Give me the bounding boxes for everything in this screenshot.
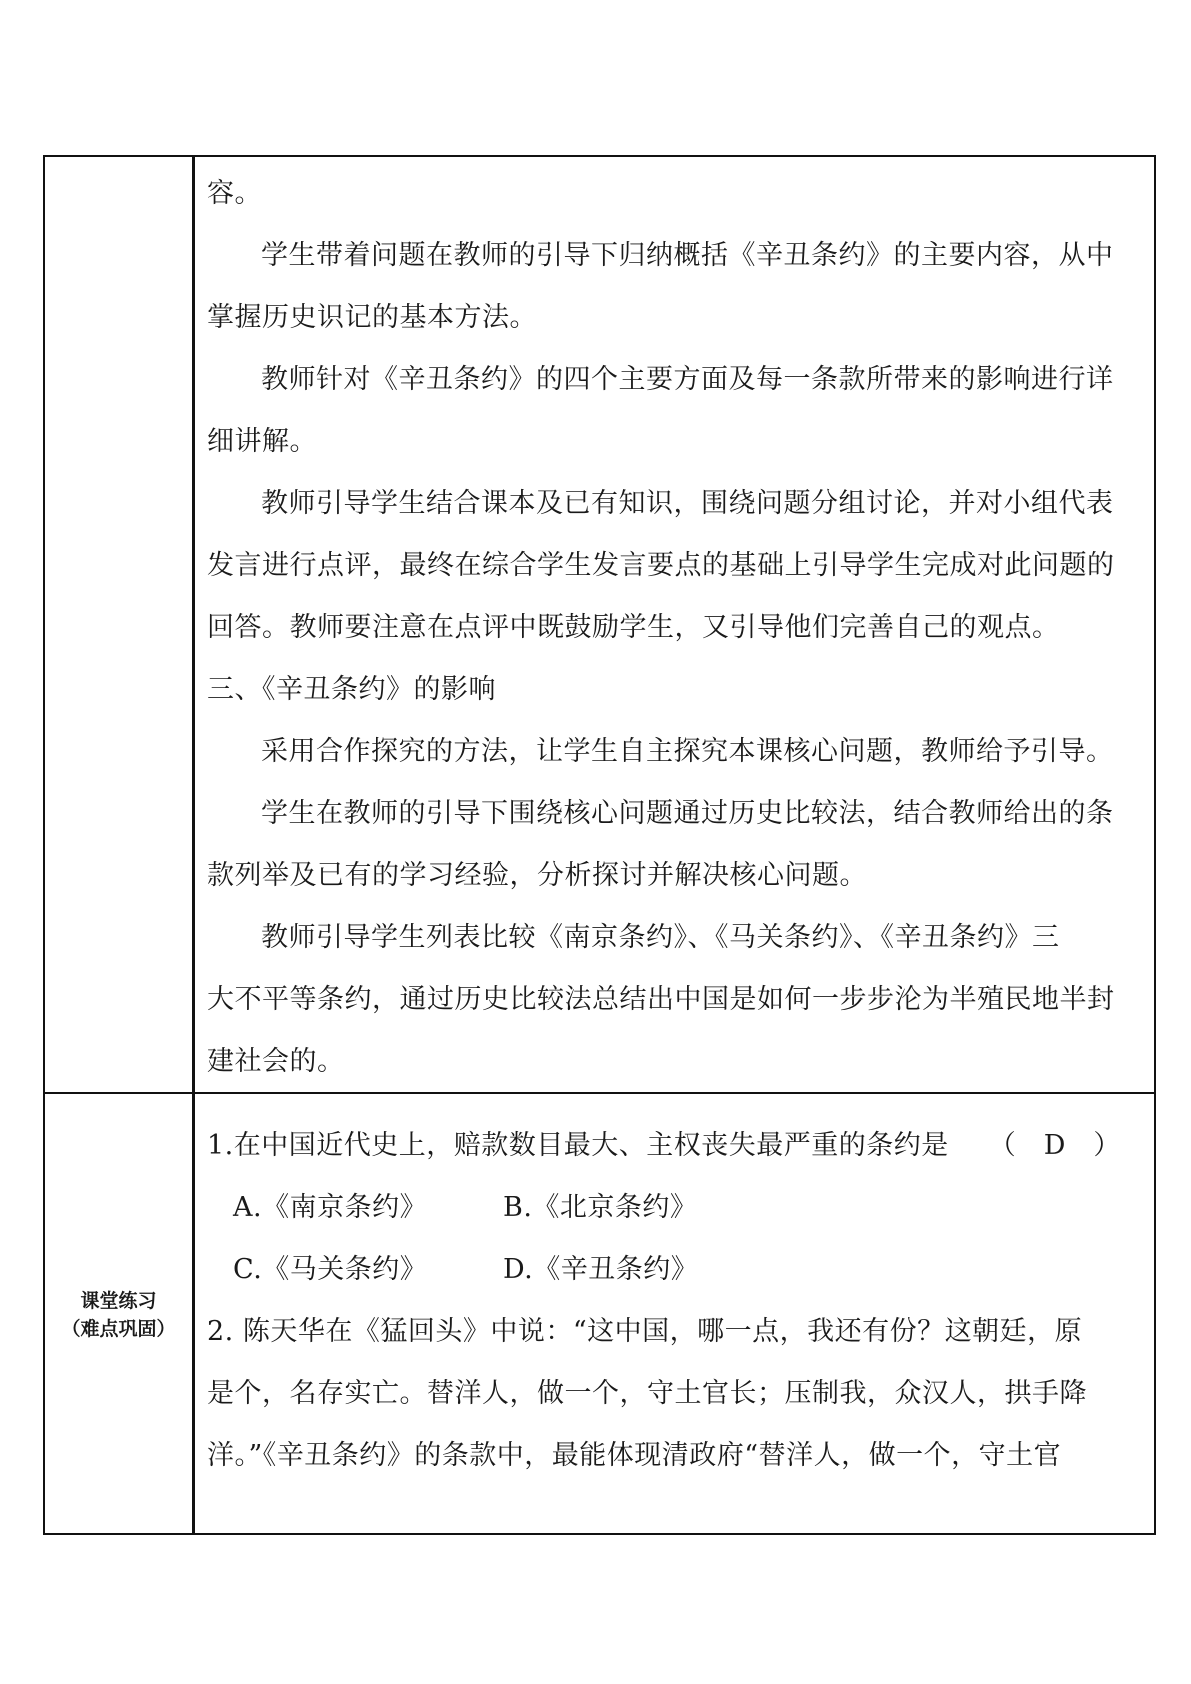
question-2-line: 洋。”《辛丑条约》的条款中，最能体现清政府“替洋人，做一个，守土官 <box>207 1440 1062 1471</box>
paragraph: 掌握历史识记的基本方法。 <box>207 302 537 333</box>
question-1 <box>207 1115 1147 1177</box>
question-text: 1.在中国近代史上，赔款数目最大、主权丧失最严重的条约是 <box>207 1130 949 1161</box>
question-2-line: 是个，名存实亡。替洋人，做一个，守土官长；压制我，众汉人，拱手降 <box>207 1378 1087 1409</box>
paragraph: 教师引导学生列表比较《南京条约》、《马关条约》、《辛丑条约》三 <box>261 922 1060 953</box>
question-answer: （ D ） <box>988 1130 1121 1161</box>
label-line: （难点巩固） <box>61 1318 176 1340</box>
option-row <box>207 1177 1147 1239</box>
paragraph: 发言进行点评，最终在综合学生发言要点的基础上引导学生完成对此问题的 <box>207 550 1115 581</box>
paragraph: 建社会的。 <box>207 1046 345 1077</box>
paragraph: 学生在教师的引导下围绕核心问题通过历史比较法，结合教师给出的条 <box>261 798 1114 829</box>
paragraph: 采用合作探究的方法，让学生自主探究本课核心问题，教师给予引导。 <box>261 736 1114 767</box>
paragraph: 学生带着问题在教师的引导下归纳概括《辛丑条约》的主要内容，从中 <box>261 240 1114 271</box>
row-label <box>45 1287 192 1343</box>
option-a: A.《南京条约》 <box>233 1192 428 1223</box>
option-c: C.《马关条约》 <box>233 1254 428 1285</box>
teaching-process-cell <box>207 163 1147 1093</box>
paragraph: 教师引导学生结合课本及已有知识，围绕问题分组讨论，并对小组代表 <box>261 488 1114 519</box>
paragraph: 容。 <box>207 178 262 209</box>
paragraph: 大不平等条约，通过历史比较法总结出中国是如何一步步沦为半殖民地半封 <box>207 984 1115 1015</box>
question-2-line: 2. 陈天华在《猛回头》中说：“这中国，哪一点，我还有份？这朝廷，原 <box>207 1316 1083 1347</box>
exercise-cell <box>207 1115 1147 1487</box>
paragraph: 款列举及已有的学习经验，分析探讨并解决核心问题。 <box>207 860 867 891</box>
paragraph: 回答。教师要注意在点评中既鼓励学生，又引导他们完善自己的观点。 <box>207 612 1060 643</box>
paragraph: 细讲解。 <box>207 426 317 457</box>
column-divider <box>192 157 195 1533</box>
option-row <box>207 1239 1147 1301</box>
option-b: B.《北京条约》 <box>503 1192 698 1223</box>
label-line: 课堂练习 <box>80 1290 157 1312</box>
option-d: D.《辛丑条约》 <box>503 1254 699 1285</box>
paragraph: 教师针对《辛丑条约》的四个主要方面及每一条款所带来的影响进行详 <box>261 364 1114 395</box>
section-heading: 三、《辛丑条约》的影响 <box>207 674 496 705</box>
lesson-table <box>43 155 1156 1535</box>
